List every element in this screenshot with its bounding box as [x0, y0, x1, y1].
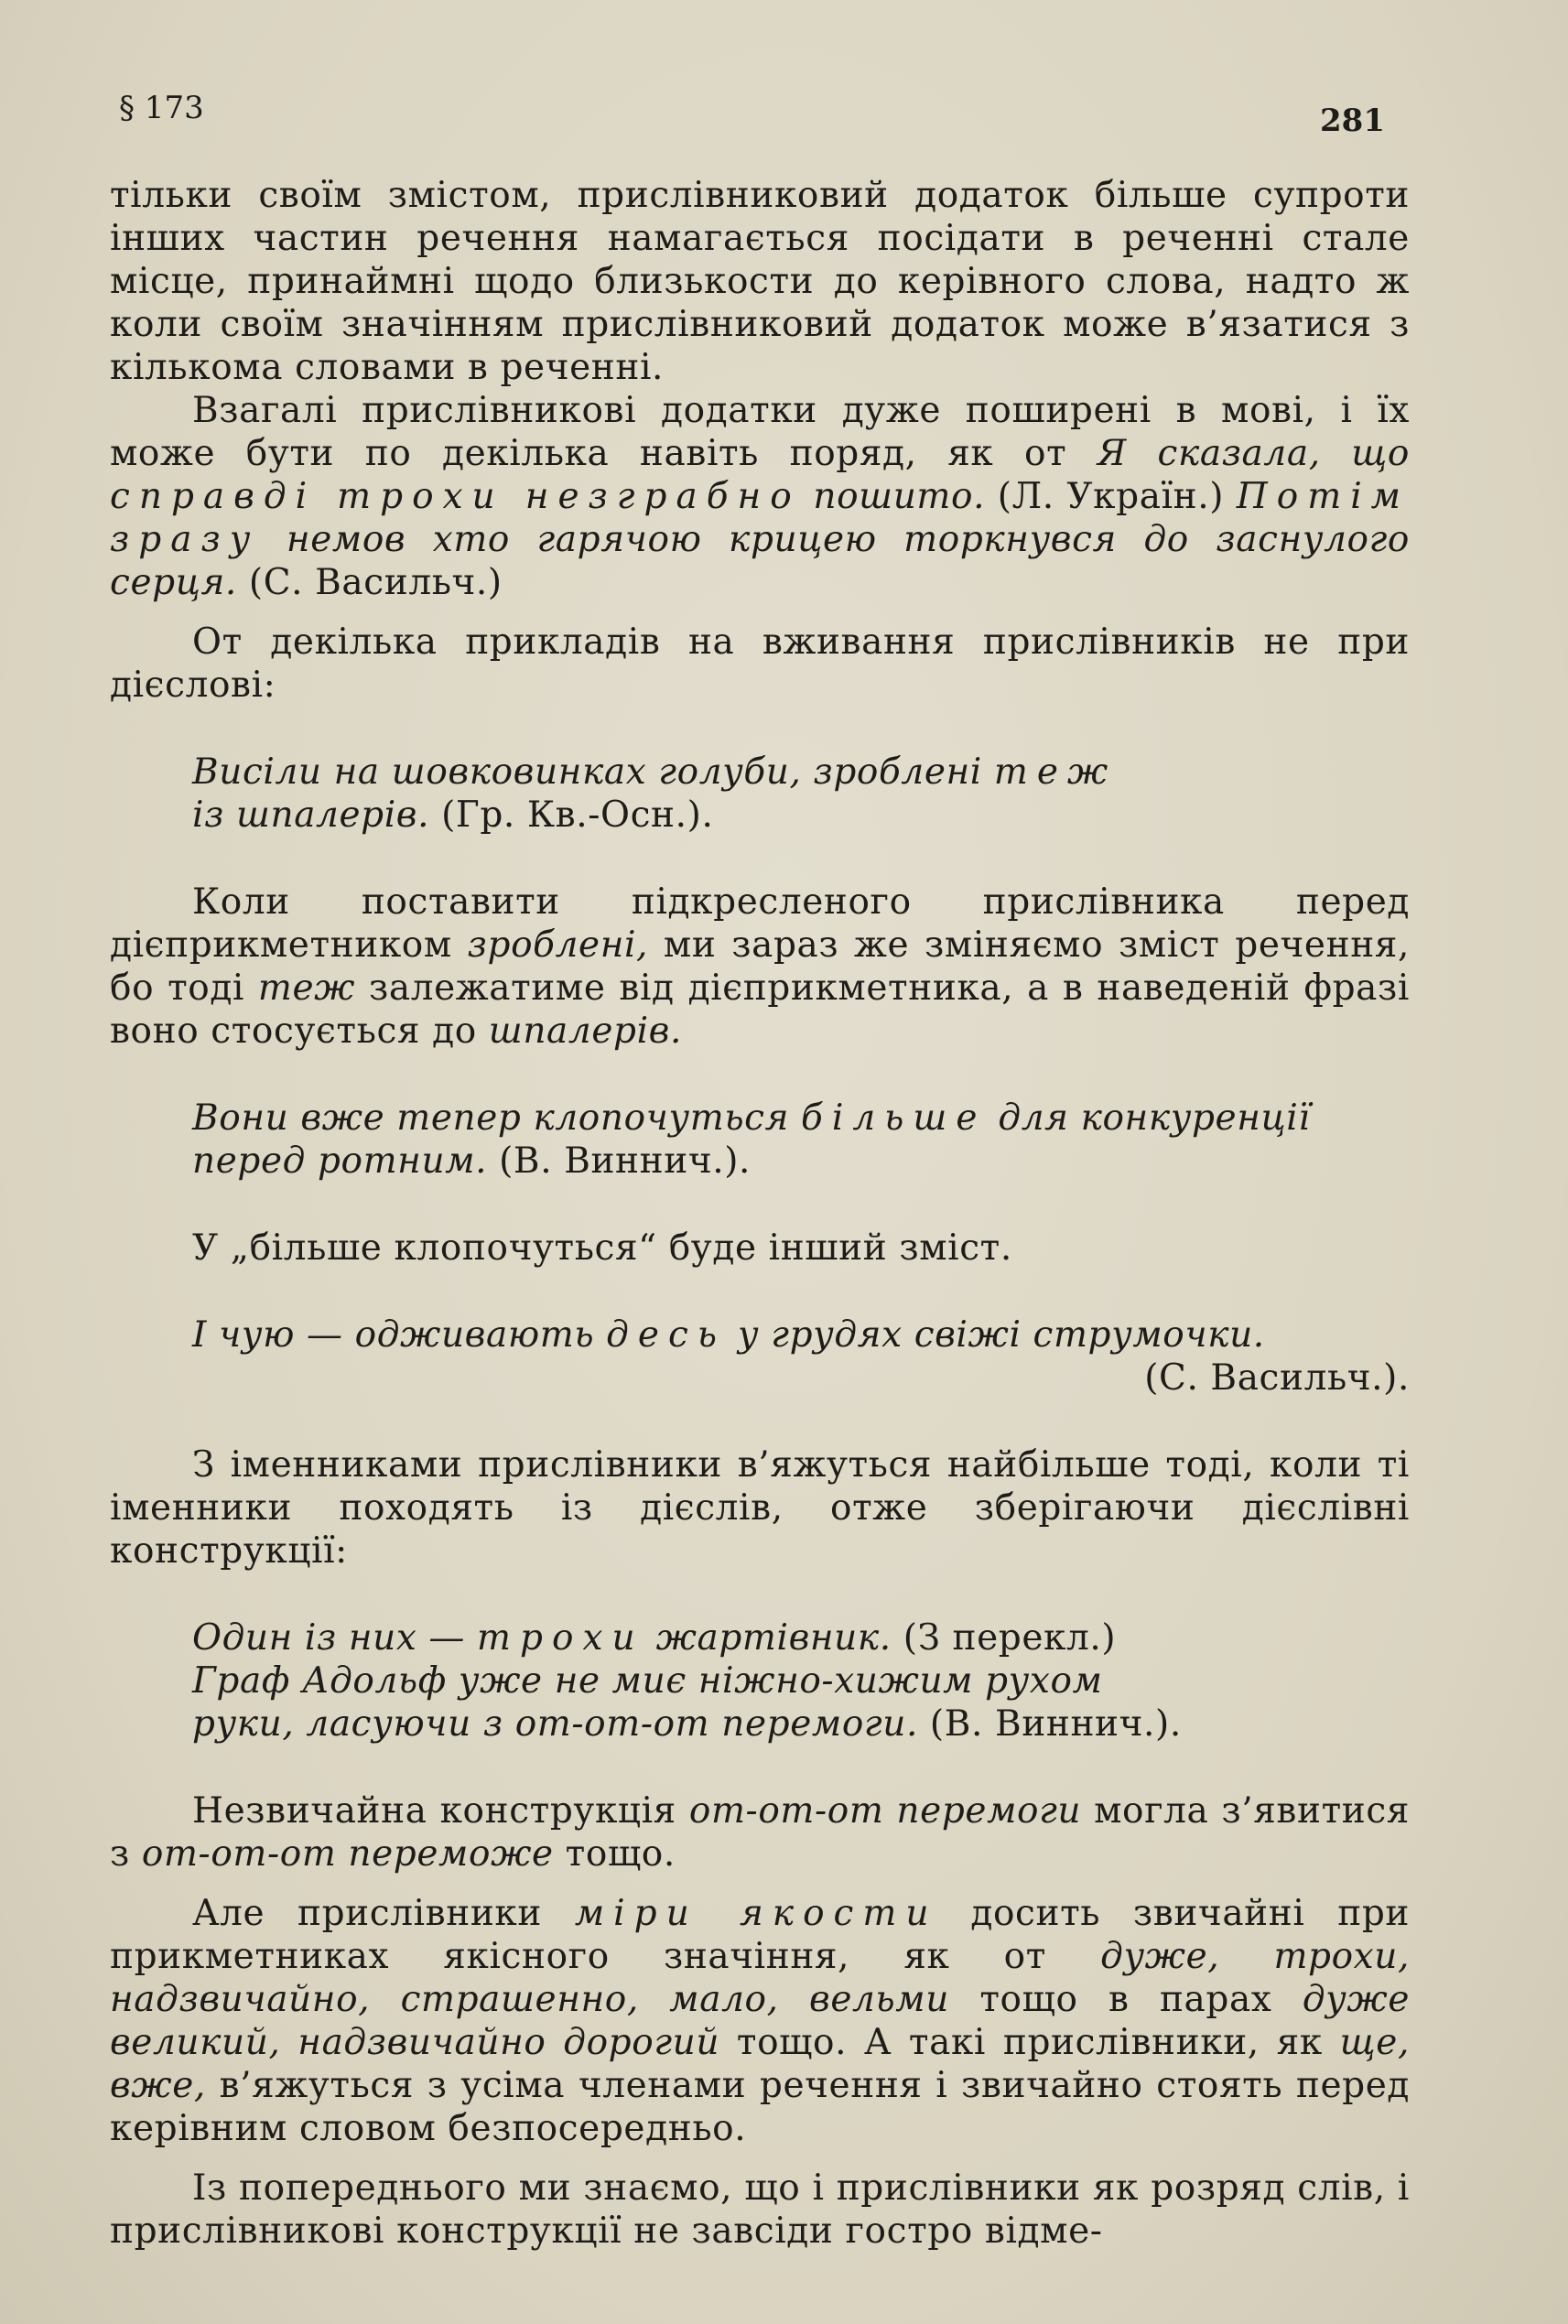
- quote-3: І чую — одживають десь у грудях свіжі струмочки.: [192, 1314, 1265, 1356]
- page-number: 281: [1320, 103, 1385, 139]
- paragraph-7: Незвичайна конструкція от-от-от перемоги могла з’явитися з от-от-от переможе тощо.: [110, 1790, 1411, 1875]
- paragraph-4: Коли поставити підкресленого прислівника перед дієприкметником зроблені, ми зараз же зміняємо зміст речення, бо тоді теж залежатиме від дієприкметника, а в наведеній фразі воно стосується до шпалерів.: [110, 881, 1410, 1052]
- section-number: § 173: [119, 90, 204, 126]
- quote-1: Висіли на шовковинках голуби, зроблені теж із шпалерів. (Гр. Кв.-Осн.).: [192, 751, 1118, 836]
- page-header: [119, 90, 1385, 139]
- quote-3-source: (С. Васильч.).: [1144, 1357, 1410, 1399]
- paragraph-9: Із попереднього ми знаємо, що і прислівники як розряд слів, і прислівникові конструкції не завсіди гостро відме-: [110, 2167, 1410, 2252]
- paragraph-2: Взагалі прислівникові додатки дуже поширені в мові, і їх може бути по декілька навіть поряд, як от Я сказала, що справді трохи незграбно пошито. (Л. Україн.) Потім зразу немов хто гарячою крицею торкнувся до заснулого серця. (С. Васильч.): [110, 390, 1411, 603]
- body-text: [110, 174, 1410, 2253]
- paragraph-3: От декілька прикладів на вживання прислівників не при дієслові:: [110, 622, 1410, 706]
- paragraph-5: У „більше клопочуться“ буде інший зміст.: [192, 1227, 1012, 1269]
- quote-2: Вони вже тепер клопочуться більше для конкуренції перед ротним. (В. Виннич.).: [192, 1097, 1311, 1182]
- quote-4: Один із них — трохи жартівник. (З перекл.) Граф Адольф уже не миє ніжно-хижим рухом руки, ласуючи з от-от-от перемоги. (В. Виннич.).: [192, 1617, 1182, 1745]
- paragraph-1: тільки своїм змістом, прислівниковий додаток більше супроти інших частин речення намагається посідати в реченні стале місце, принаймні щодо близькости до керівного слова, надто ж коли своїм значінням прислівниковий додаток може в’язатися з кількома словами в реченні.: [110, 175, 1410, 388]
- paragraph-8: Але прислівники міри якости досить звичайні при прикметниках якісного значіння, як от дуже, трохи, надзвичайно, страшенно, мало, вельми тощо в парах дуже великий, надзвичайно дорогий тощо. А такі прислівники, як ще, вже, в’яжуться з усіма членами речення і звичайно стоять перед керівним словом безпосередньо.: [110, 1893, 1411, 2149]
- paragraph-6: З іменниками прислівники в’яжуться найбільше тоді, коли ті іменники походять із дієслів, отже зберігаючи дієслівні конструкції:: [110, 1444, 1410, 1572]
